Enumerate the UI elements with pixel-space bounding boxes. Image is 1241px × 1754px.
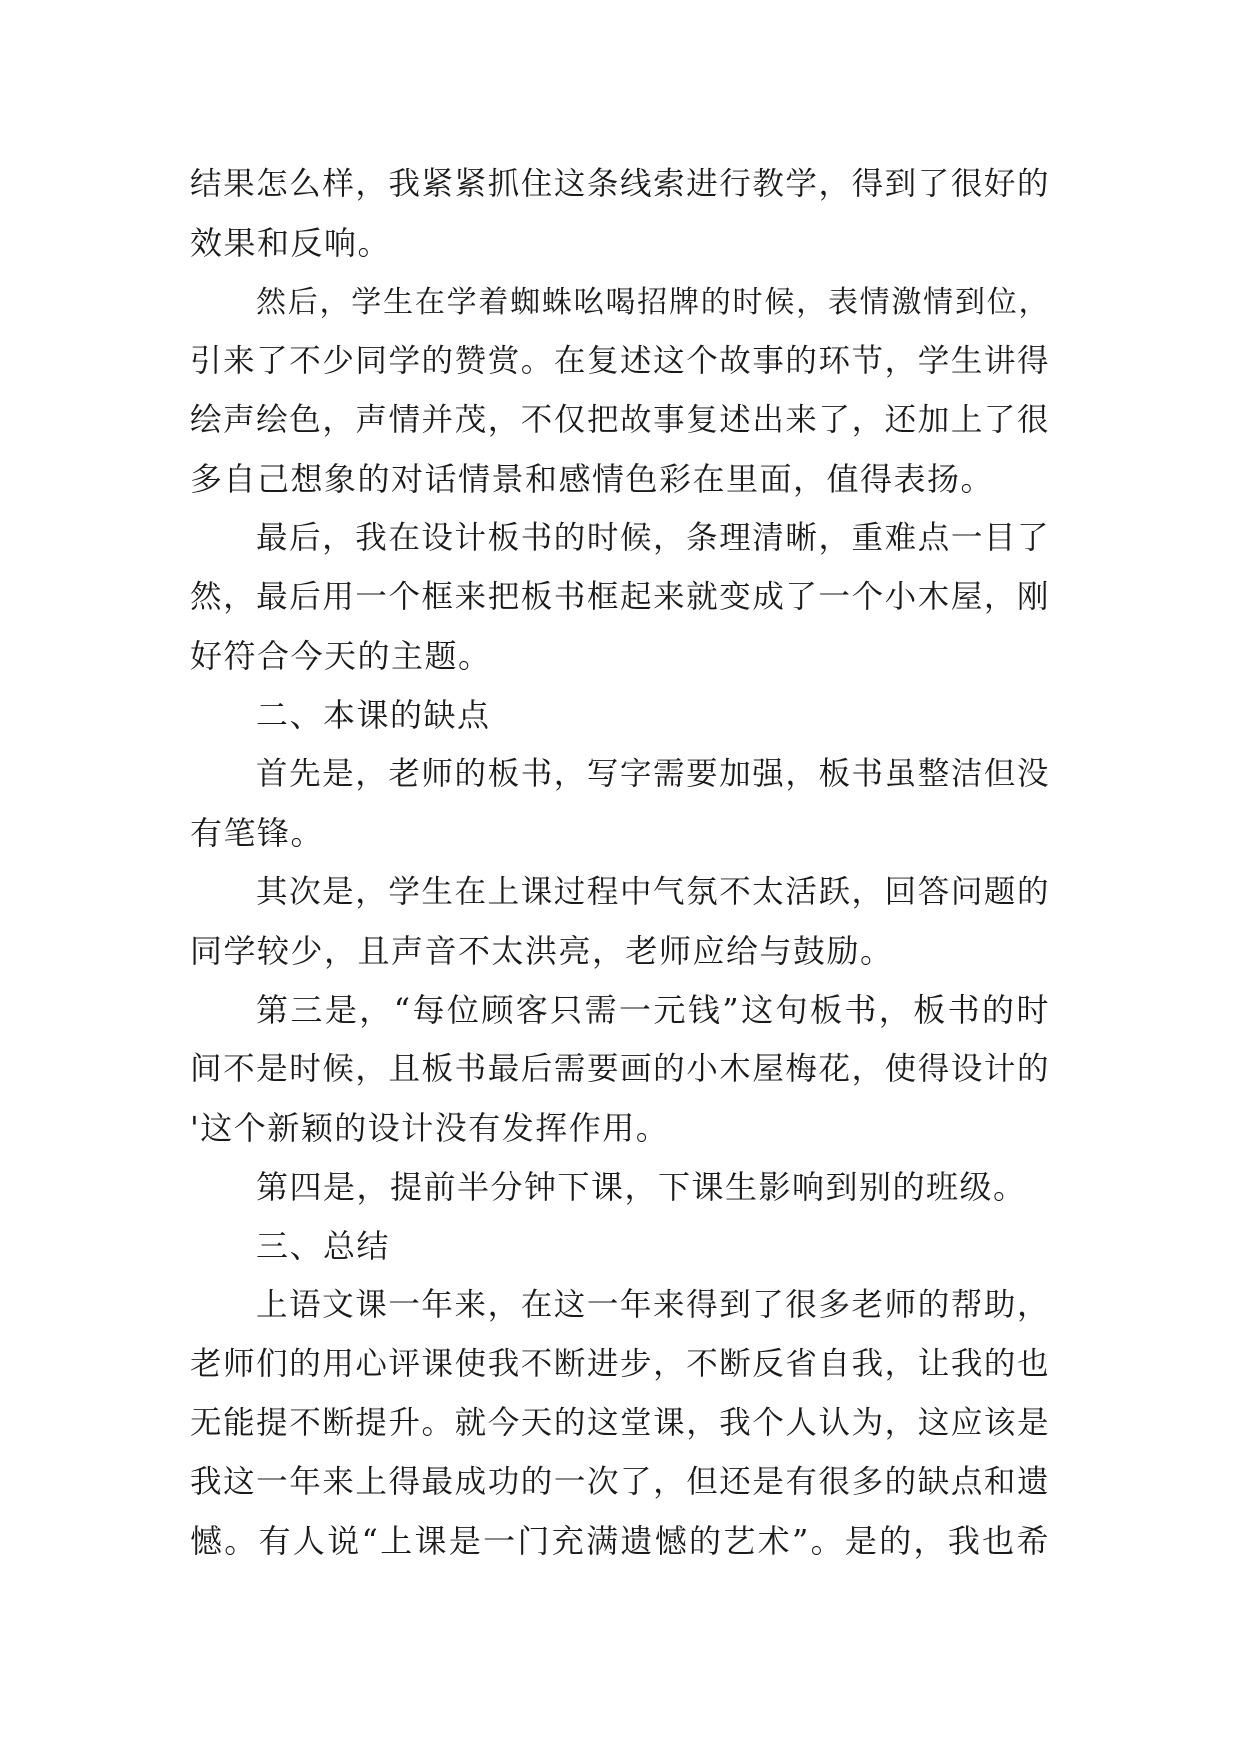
- text-line: 间不是时候，且板书最后需要画的小木屋梅花，使得设计的: [190, 1051, 1050, 1087]
- text-line: 好符合今天的主题。: [190, 637, 492, 675]
- document-body: [190, 155, 1050, 1571]
- text-line: 绘声绘色，声情并茂，不仅把故事复述出来了，还加上了很: [190, 402, 1050, 438]
- text-line: 二、本课的缺点: [256, 696, 491, 734]
- text-line: 结果怎么样，我紧紧抓住这条线索进行教学，得到了很好的: [190, 166, 1050, 202]
- text-line: 上语文课一年来，在这一年来得到了很多老师的帮助，: [256, 1287, 1050, 1323]
- text-line: '这个新颖的设计没有发挥作用。: [190, 1109, 670, 1147]
- text-line: 效果和反响。: [190, 224, 392, 262]
- text-line: 然，最后用一个框来把板书框起来就变成了一个小木屋，刚: [190, 579, 1050, 615]
- text-line: 其次是，学生在上课过程中气氛不太活跃，回答问题的: [256, 874, 1050, 910]
- text-line: 无能提不断提升。就今天的这堂课，我个人认为，这应该是: [190, 1405, 1050, 1441]
- text-line: 最后，我在设计板书的时候，条理清晰，重难点一目了: [256, 520, 1050, 556]
- text-line: 第三是，“每位顾客只需一元钱”这句板书，板书的时: [256, 991, 1050, 1029]
- text-line: 第四是，提前半分钟下课，下课生影响到别的班级。: [256, 1168, 1027, 1206]
- text-line: 老师们的用心评课使我不断进步，不断反省自我，让我的也: [190, 1346, 1050, 1382]
- text-line: 然后，学生在学着蜘蛛吆喝招牌的时候，表情激情到位，: [256, 285, 1050, 320]
- text-line: 同学较少，且声音不太洪亮，老师应给与鼓励。: [190, 932, 894, 970]
- text-line: 引来了不少同学的赞赏。在复述这个故事的环节，学生讲得: [190, 343, 1050, 379]
- text-line: 三、总结: [256, 1227, 391, 1265]
- text-line: 有笔锋。: [190, 814, 325, 852]
- text-line: 憾。有人说“上课是一门充满遗憾的艺术”。是的，我也希: [190, 1522, 1050, 1560]
- text-line: 多自己想象的对话情景和感情色彩在里面，值得表扬。: [190, 460, 995, 498]
- text-line: 我这一年来上得最成功的一次了，但还是有很多的缺点和遗: [190, 1464, 1050, 1500]
- text-line: 首先是，老师的板书，写字需要加强，板书虽整洁但没: [256, 756, 1050, 792]
